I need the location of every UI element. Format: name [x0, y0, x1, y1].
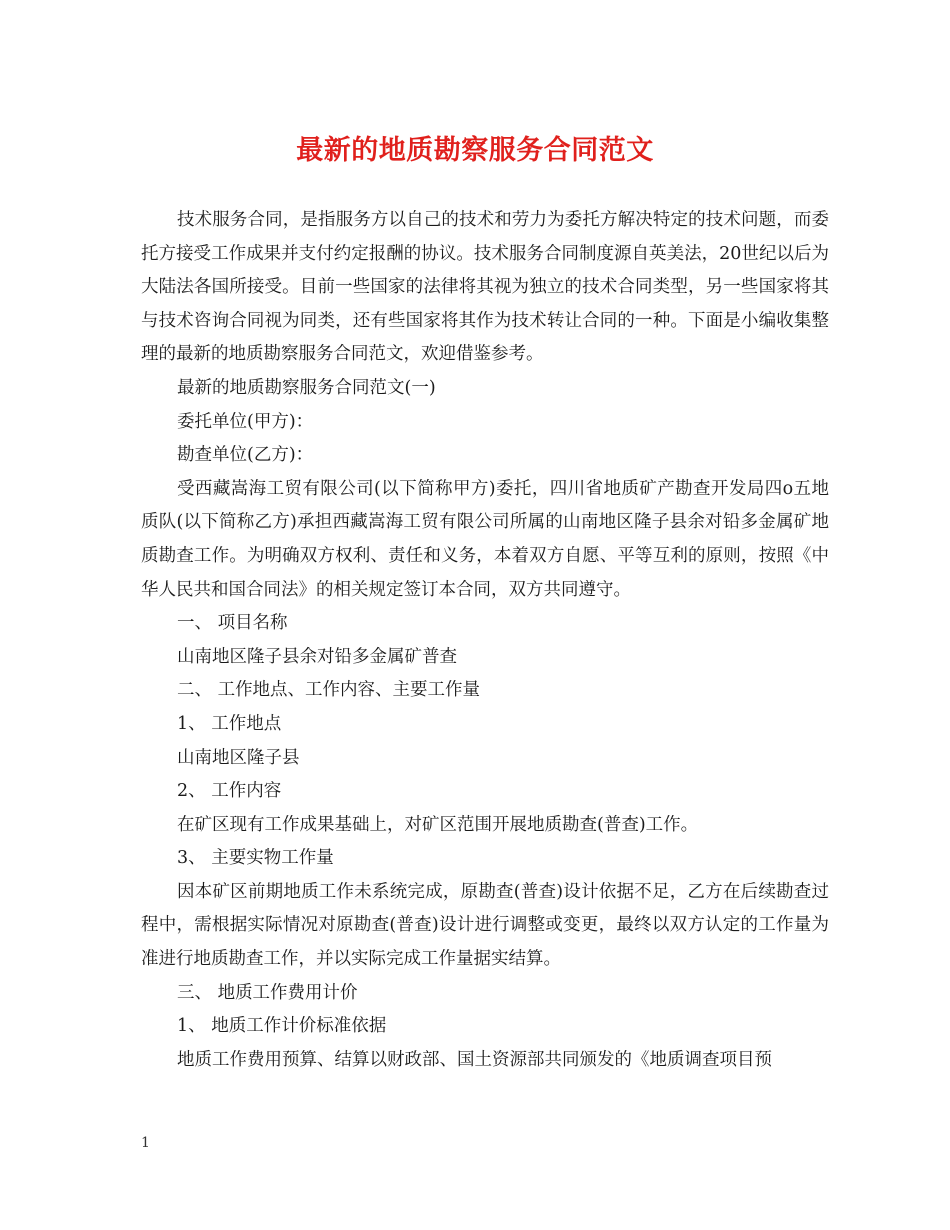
document-title: 最新的地质勘察服务合同范文	[296, 135, 654, 166]
item2-1-heading: 1、 工作地点	[177, 713, 282, 734]
item1-heading: 一、 项目名称	[177, 613, 288, 634]
intro-paragraph: 技术服务合同，是指服务方以自己的技术和劳力为委托方解决特定的技术问题，而委托方接受工作成果并支付约定报酬的协议。技术服务合同制度源自英美法，20世纪以后为大陆法各国所接受。目前一些国家的法律将其视为独立的技术合同类型，另一些国家将其与技术咨询合同视为同类，还有些国家将其作为技术转让合同的一种。下面是小编收集整理的最新的地质勘察服务合同范文，欢迎借鉴参考。	[141, 210, 829, 365]
item3-1-heading: 1、 地质工作计价标准依据	[177, 1016, 387, 1037]
party-b-line: 勘查单位(乙方)：	[177, 445, 314, 466]
item2-2-heading: 2、 工作内容	[177, 781, 282, 802]
item1-content: 山南地区隆子县余对铅多金属矿普查	[177, 646, 457, 667]
item2-3-content: 因本矿区前期地质工作未系统完成，原勘查(普查)设计依据不足，乙方在后续勘查过程中，需根据实际情况对原勘查(普查)设计进行调整或变更，最终以双方认定的工作量为准进行地质勘查工作，并以实际完成工作量据实结算。	[141, 881, 829, 970]
item2-heading: 二、 工作地点、工作内容、主要工作量	[177, 680, 481, 701]
preamble-paragraph: 受西藏嵩海工贸有限公司(以下简称甲方)委托，四川省地质矿产勘查开发局四o五地质队(以下简称乙方)承担西藏嵩海工贸有限公司所属的山南地区隆子县余对铅多金属矿地质勘查工作。为明确双方权利、责任和义务，本着双方自愿、平等互利的原则，按照《中华人民共和国合同法》的相关规定签订本合同，双方共同遵守。	[141, 478, 829, 600]
document-body	[141, 204, 829, 1077]
page-number: 1	[141, 1135, 150, 1151]
section-heading: 最新的地质勘察服务合同范文(一)	[177, 377, 436, 398]
party-a-line: 委托单位(甲方)：	[177, 411, 314, 432]
item2-3-heading: 3、 主要实物工作量	[177, 848, 334, 869]
item2-2-content: 在矿区现有工作成果基础上，对矿区范围开展地质勘查(普查)工作。	[177, 814, 699, 835]
item3-heading: 三、 地质工作费用计价	[177, 982, 358, 1003]
item3-1-content: 地质工作费用预算、结算以财政部、国土资源部共同颁发的《地质调查项目预	[177, 1049, 772, 1070]
item2-1-content: 山南地区隆子县	[177, 747, 300, 768]
